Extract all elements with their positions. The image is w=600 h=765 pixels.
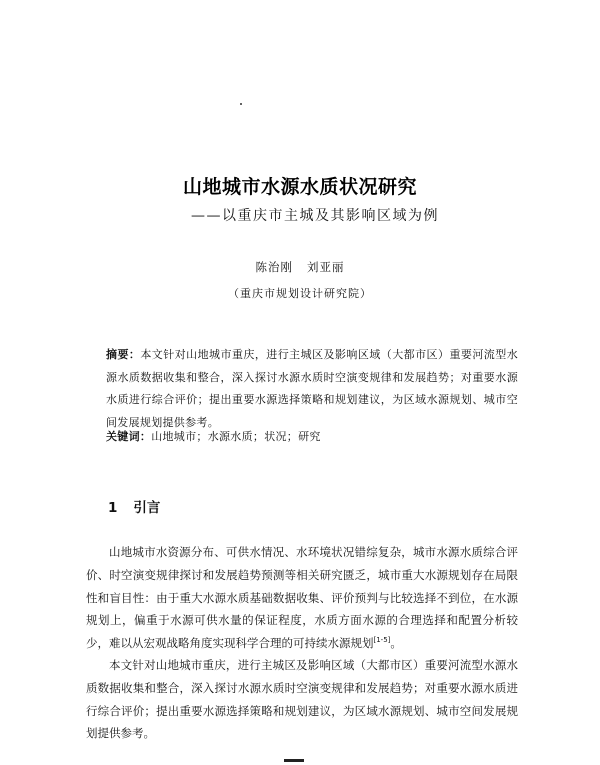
author-name: 刘亚丽: [307, 260, 345, 274]
section-title: 引言: [133, 500, 161, 516]
keywords-text: 山地城市；水源水质；状况；研究: [151, 430, 321, 443]
keywords: [106, 428, 518, 444]
section-number: 1: [108, 500, 118, 516]
body-paragraph: [86, 541, 518, 655]
abstract: [106, 344, 518, 434]
paper-title: 山地城市水源水质状况研究: [182, 176, 417, 198]
page-footer-mark: [284, 759, 304, 762]
paper-subtitle: ——以重庆市主城及其影响区域为例: [191, 208, 439, 224]
keywords-label: 关键词：: [106, 430, 152, 443]
section-heading: [108, 496, 160, 516]
author-list: [0, 259, 600, 275]
abstract-text: 本文针对山地城市重庆，进行主城区及影响区域（大都市区）重要河流型水源水质数据收集和整合，深入探讨水源水质时空演变规律和发展趋势；对重要水源水质进行综合评价；提出重要水源选择策略和规划建议，为区域水源规划、城市空间发展规划提供参考。: [106, 348, 518, 429]
paragraph-text: 山地城市水资源分布、可供水情况、水环境状况错综复杂，城市水源水质综合评价、时空演变规律探讨和发展趋势预测等相关研究匮乏，城市重大水源规划存在局限性和盲目性：由于重大水源水质基础数据收集、评价预判与比较选择不到位，在水源规划上，偏重于水源可供水量的保证程度，水质方面水源的合理选择和配置分析较少，难以从宏观战略角度实现科学合理的可持续水源规划: [86, 545, 518, 651]
paragraph-end: 。: [390, 636, 402, 651]
citation-ref: [1-5]: [373, 636, 391, 645]
scan-dot: [240, 103, 242, 105]
abstract-label: 摘要：: [106, 348, 141, 361]
author-name: 陈治刚: [255, 260, 293, 274]
body-paragraph: 本文针对山地城市重庆，进行主城区及影响区域（大都市区）重要河流型水源水质数据收集和整合，深入探讨水源水质时空演变规律和发展趋势；对重要水源水质进行综合评价；提出重要水源选择策略和规划建议，为区域水源规划、城市空间发展规划提供参考。: [86, 658, 518, 741]
author-affiliation: （重庆市规划设计研究院）: [228, 287, 372, 300]
